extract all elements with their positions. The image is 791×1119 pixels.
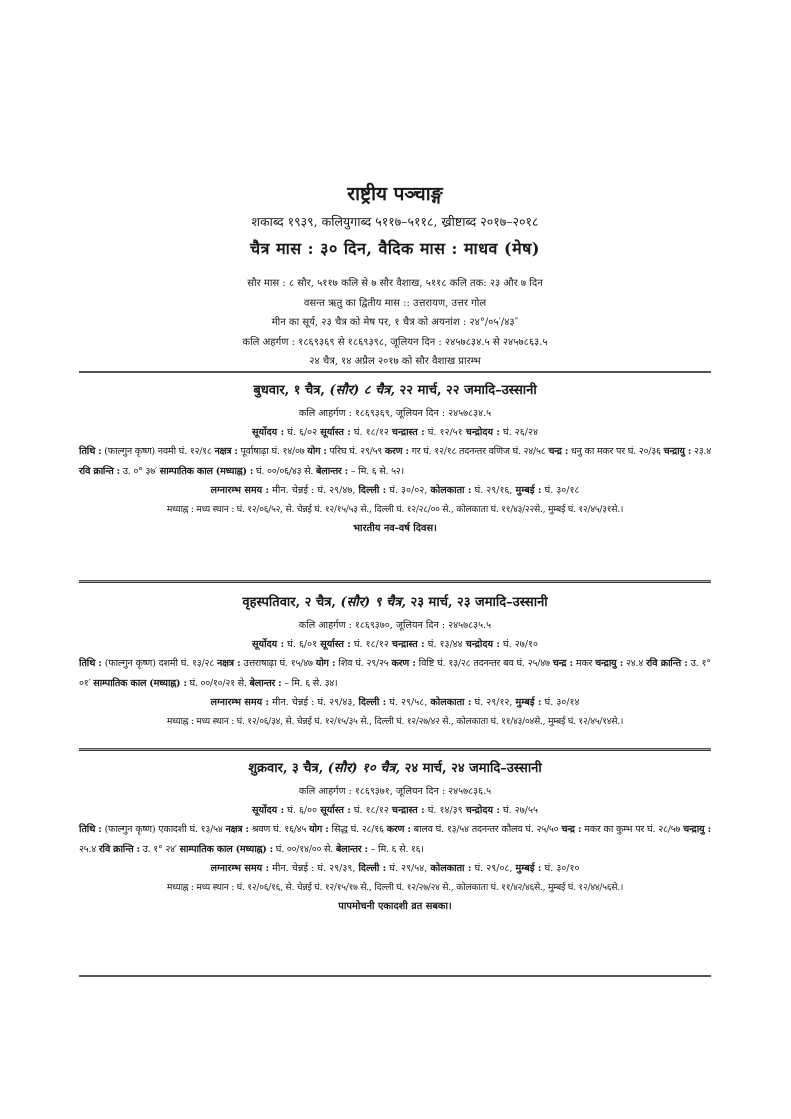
yoga-label: योग : xyxy=(309,824,329,835)
sunset-value: घं. १८/१२ xyxy=(353,805,389,816)
panchang-details xyxy=(79,442,711,481)
tithi-value: (फाल्गुन कृष्ण) नवमी घं. १२/१८ xyxy=(104,446,212,457)
day-entry-3 xyxy=(79,758,711,917)
nakshatra-value: पूर्वाषाढ़ा घं. १४/०७ xyxy=(240,446,305,457)
chandra-value: मकर का कुम्भ पर घं. २८/५७ xyxy=(584,824,681,835)
ravi-kranti-value: उ. १° ०१′ xyxy=(79,658,711,689)
nakshatra-label: नक्षत्र : xyxy=(214,446,238,457)
yoga-value: परिघ घं. २९/५९ xyxy=(329,446,383,457)
belantar-label: बेलान्तर : xyxy=(249,677,282,689)
gregorian-hijri-date: २२ मार्च, २२ जमादि–उस्सानी xyxy=(395,383,537,398)
lagna-line xyxy=(79,693,711,712)
yoga-value: सिद्ध घं. २८/१६ xyxy=(331,824,384,835)
belantar-value: – मि. ६ से. १६। xyxy=(370,843,424,855)
lagna-delhi: घं. ३०/०२, xyxy=(389,485,428,496)
day-note: पापमोचनी एकादशी व्रत सबका। xyxy=(338,901,452,912)
day-entry-1 xyxy=(79,380,711,539)
month-heading: चैत्र मास : ३० दिन, वैदिक मास : माधव (मेष) xyxy=(250,239,540,258)
karana-value: गर घं. १२/१८ तदनन्तर वणिज घं. २४/५८ xyxy=(411,446,546,457)
sunrise-label: सूर्योदय : xyxy=(252,639,285,650)
sidereal-time-label: साम्पातिक काल (मध्याह्न) : xyxy=(93,677,187,689)
karana-label: करण : xyxy=(386,824,411,835)
lagna-line xyxy=(79,481,711,500)
weekday-date: बुधवार, १ चैत्र, xyxy=(253,383,330,398)
divider xyxy=(79,748,711,751)
chandrayu-label: चन्द्रायु : xyxy=(663,446,692,457)
sun-moon-line xyxy=(79,423,711,442)
saur-date: (सौर) १० चैत्र, xyxy=(327,761,401,776)
moonset-value: घं. १३/४४ xyxy=(427,639,463,650)
kali-julian-line: कलि आहर्गण : १८६९३७०, जूलियन दिन : २४५७८३५.५ xyxy=(298,620,492,631)
karana-value: विष्टि घं. १३/२८ तदनन्तर बव घं. २५/४७ xyxy=(418,658,550,669)
page-title: राष्ट्रीय पञ्चाङ्ग xyxy=(347,183,443,205)
sidereal-time-value: घं. ००/१४/०० से. xyxy=(275,843,334,855)
chandrayu-value: २५.४ xyxy=(79,843,97,855)
karana-label: करण : xyxy=(391,658,416,669)
yoga-label: योग : xyxy=(307,446,327,457)
moonrise-value: घं. २७/५५ xyxy=(502,805,538,816)
delhi-label: दिल्ली : xyxy=(358,863,387,874)
moonrise-label: चन्द्रोदय : xyxy=(465,805,500,816)
ravi-kranti-value: उ. १° २४′ xyxy=(142,843,177,855)
moonrise-label: चन्द्रोदय : xyxy=(465,427,500,438)
moonset-label: चन्द्रास्त : xyxy=(391,805,425,816)
madhyahna-line xyxy=(79,500,711,519)
chandra-value: मकर xyxy=(575,658,593,669)
moonset-label: चन्द्रास्त : xyxy=(391,427,425,438)
moonrise-value: घं. २७/१० xyxy=(502,639,538,650)
chandra-label: चन्द्र : xyxy=(552,658,573,669)
moonset-label: चन्द्रास्त : xyxy=(391,639,425,650)
tithi-label: तिथि : xyxy=(79,658,102,669)
lagna-delhi: घं. २९/५८, xyxy=(389,697,428,708)
lagna-kolkata: घं. २९/१२, xyxy=(474,697,513,708)
info-line-ritu: वसन्त ऋतु का द्वितीय मास :: उत्तरायण, उत्तर गोल xyxy=(303,298,487,309)
lagna-chennai: मीन. चेन्नई : घं. २९/४७, xyxy=(272,485,356,496)
belantar-label: बेलान्तर : xyxy=(316,465,348,477)
day-note: भारतीय नव-वर्ष दिवस। xyxy=(353,523,437,534)
sunset-label: सूर्यास्त : xyxy=(320,805,351,816)
divider xyxy=(79,580,711,583)
sunset-label: सूर्यास्त : xyxy=(320,639,351,650)
madhyahna-value: घं. १२/०६/१६, से. चेन्नई घं. १२/१५/१७ से., दिल्ली घं. १२/२७/२४ से., कोलकाता घं. ११/४२/४६से., मुम्बई घं. १२/४४/५६से.। xyxy=(236,882,624,893)
tithi-label: तिथि : xyxy=(79,824,102,835)
ravi-kranti-label: रवि क्रान्ति : xyxy=(646,658,688,669)
lagna-mumbai: घं. ३०/१८ xyxy=(544,485,580,496)
chandrayu-value: २३.४ xyxy=(693,446,711,457)
lagna-line xyxy=(79,859,711,878)
info-line-vaishakh: २४ चैत्र, १४ अप्रैल २०१७ को सौर वैशाख प्रारम्भ xyxy=(309,356,481,367)
info-line-saur-mas: सौर मास : ८ सौर, ५११७ कलि से ७ सौर वैशाख, ५११८ कलि तक: २३ और ७ दिन xyxy=(247,278,543,289)
info-line-ayanamsha: मीन का सूर्य, २३ चैत्र को मेष पर, १ चैत्र को अयनांश : २४°/०५′/४३″ xyxy=(271,317,519,328)
info-line-ahargana: कलि अहर्गण : १८६९३६९ से १८६९३९८, जूलियन दिन : २४५७८३४.५ से २४५७८६३.५ xyxy=(242,337,548,348)
chandrayu-label: चन्द्रायु : xyxy=(595,658,623,669)
madhyahna-line xyxy=(79,878,711,897)
divider xyxy=(79,371,711,373)
ravi-kranti-value: उ. ०° ३७′ xyxy=(122,465,157,477)
lagna-chennai: मीन. चेन्नई : घं. २९/४३, xyxy=(272,697,356,708)
karana-label: करण : xyxy=(384,446,409,457)
sunset-value: घं. १८/१२ xyxy=(353,427,389,438)
saur-date: (सौर) ८ चैत्र, xyxy=(329,383,396,398)
lagna-kolkata: घं. २९/०८, xyxy=(474,863,513,874)
weekday-date: वृहस्पतिवार, २ चैत्र, xyxy=(242,595,341,610)
era-line: शकाब्द १९३९, कलियुगाब्द ५११७–५११८, ख्रीष्टाब्द २०१७–२०१८ xyxy=(251,214,539,229)
mumbai-label: मुम्बई : xyxy=(515,485,542,496)
nakshatra-value: उत्तराषाढ़ा घं. १५/४७ xyxy=(243,658,313,669)
madhyahna-line xyxy=(79,712,711,731)
sunrise-value: घं. ६/०० xyxy=(287,805,318,816)
sidereal-time-label: साम्पातिक काल (मध्याह्न) : xyxy=(159,465,254,477)
gregorian-hijri-date: २४ मार्च, २४ जमादि–उस्सानी xyxy=(400,761,542,776)
sidereal-time-value: घं. ००/०६/४३ से. xyxy=(255,465,314,477)
madhyahna-label: मध्याह्न : मध्य स्थान : xyxy=(166,882,235,893)
sun-moon-line xyxy=(79,801,711,820)
moonset-value: घं. १४/३९ xyxy=(427,805,463,816)
panchang-details xyxy=(79,820,711,859)
madhyahna-label: मध्याह्न : मध्य स्थान : xyxy=(166,716,235,727)
sunset-label: सूर्यास्त : xyxy=(320,427,351,438)
lagna-mumbai: घं. ३०/१४ xyxy=(544,697,580,708)
mumbai-label: मुम्बई : xyxy=(515,863,542,874)
moonrise-value: घं. २६/२४ xyxy=(502,427,538,438)
ravi-kranti-label: रवि क्रान्ति : xyxy=(98,843,140,855)
kolkata-label: कोलकाता : xyxy=(430,863,472,874)
moonrise-label: चन्द्रोदय : xyxy=(465,639,500,650)
mumbai-label: मुम्बई : xyxy=(515,697,542,708)
chandrayu-label: चन्द्रायु : xyxy=(683,824,711,835)
tithi-label: तिथि : xyxy=(79,446,102,457)
nakshatra-value: श्रवण घं. १६/४५ xyxy=(251,824,307,835)
yoga-value: शिव घं. २९/२५ xyxy=(338,658,389,669)
lagna-label: लग्नारम्भ समय : xyxy=(210,697,270,708)
madhyahna-value: घं. १२/०६/५२, से. चेन्नई घं. १२/१५/५३ से., दिल्ली घं. १२/२८/०० से., कोलकाता घं. ११/४३/२२से., मुम्बई घं. १२/४५/३१से.। xyxy=(236,504,624,515)
moonset-value: घं. १२/५१ xyxy=(427,427,463,438)
delhi-label: दिल्ली : xyxy=(358,485,387,496)
tithi-value: (फाल्गुन कृष्ण) एकादशी घं. १३/५४ xyxy=(104,824,223,835)
kali-julian-line: कलि आहर्गण : १८६९३७१, जूलियन दिन : २४५७८३६.५ xyxy=(298,786,492,797)
lagna-mumbai: घं. ३०/१० xyxy=(544,863,580,874)
sunrise-label: सूर्योदय : xyxy=(252,805,285,816)
kali-julian-line: कलि आहर्गण : १८६९३६९, जूलियन दिन : २४५७८३४.५ xyxy=(298,408,492,419)
kolkata-label: कोलकाता : xyxy=(430,485,472,496)
lagna-kolkata: घं. २९/१६, xyxy=(474,485,513,496)
belantar-value: – मि. ६ से. ३४। xyxy=(284,677,338,689)
day-heading xyxy=(79,380,711,402)
day-heading xyxy=(79,592,711,614)
chandra-label: चन्द्र : xyxy=(548,446,569,457)
chandrayu-value: २४.४ xyxy=(626,658,644,669)
chandra-label: चन्द्र : xyxy=(561,824,582,835)
saur-date: (सौर) ९ चैत्र, xyxy=(340,595,406,610)
sunrise-value: घं. ६/०२ xyxy=(287,427,318,438)
panchang-details xyxy=(79,654,711,693)
sunset-value: घं. १८/१२ xyxy=(353,639,389,650)
nakshatra-label: नक्षत्र : xyxy=(225,824,249,835)
delhi-label: दिल्ली : xyxy=(358,697,387,708)
lagna-chennai: मीन. चेन्नई : घं. २९/३९, xyxy=(272,863,356,874)
day-heading xyxy=(79,758,711,780)
tithi-value: (फाल्गुन कृष्ण) दशमी घं. १३/२८ xyxy=(104,658,214,669)
chandra-value: धनु का मकर पर घं. २०/३६ xyxy=(570,446,661,457)
sidereal-time-value: घं. ००/१०/२१ से. xyxy=(189,677,247,689)
gregorian-hijri-date: २३ मार्च, २३ जमादि–उस्सानी xyxy=(405,595,548,610)
ravi-kranti-label: रवि क्रान्ति : xyxy=(79,465,120,477)
madhyahna-label: मध्याह्न : मध्य स्थान : xyxy=(166,504,235,515)
belantar-value: – मि. ६ से. ५२। xyxy=(350,465,404,477)
sunrise-label: सूर्योदय : xyxy=(252,427,285,438)
kolkata-label: कोलकाता : xyxy=(430,697,472,708)
day-entry-2 xyxy=(79,592,711,731)
divider xyxy=(79,975,711,977)
belantar-label: बेलान्तर : xyxy=(335,843,368,855)
lagna-label: लग्नारम्भ समय : xyxy=(210,485,270,496)
weekday-date: शुक्रवार, ३ चैत्र, xyxy=(248,761,328,776)
nakshatra-label: नक्षत्र : xyxy=(217,658,241,669)
lagna-delhi: घं. २९/५४, xyxy=(389,863,428,874)
sunrise-value: घं. ६/०१ xyxy=(287,639,318,650)
sun-moon-line xyxy=(79,635,711,654)
yoga-label: योग : xyxy=(315,658,336,669)
madhyahna-value: घं. १२/०६/३४, से. चेन्नई घं. १२/१५/३५ से., दिल्ली घं. १२/२७/४२ से., कोलकाता घं. ११/४३/०४से., मुम्बई घं. १२/४५/१४से.। xyxy=(236,716,624,727)
karana-value: बालव घं. १३/५४ तदनन्तर कौलव घं. २५/५० xyxy=(413,824,559,835)
sidereal-time-label: साम्पातिक काल (मध्याह्न) : xyxy=(179,843,273,855)
lagna-label: लग्नारम्भ समय : xyxy=(210,863,270,874)
